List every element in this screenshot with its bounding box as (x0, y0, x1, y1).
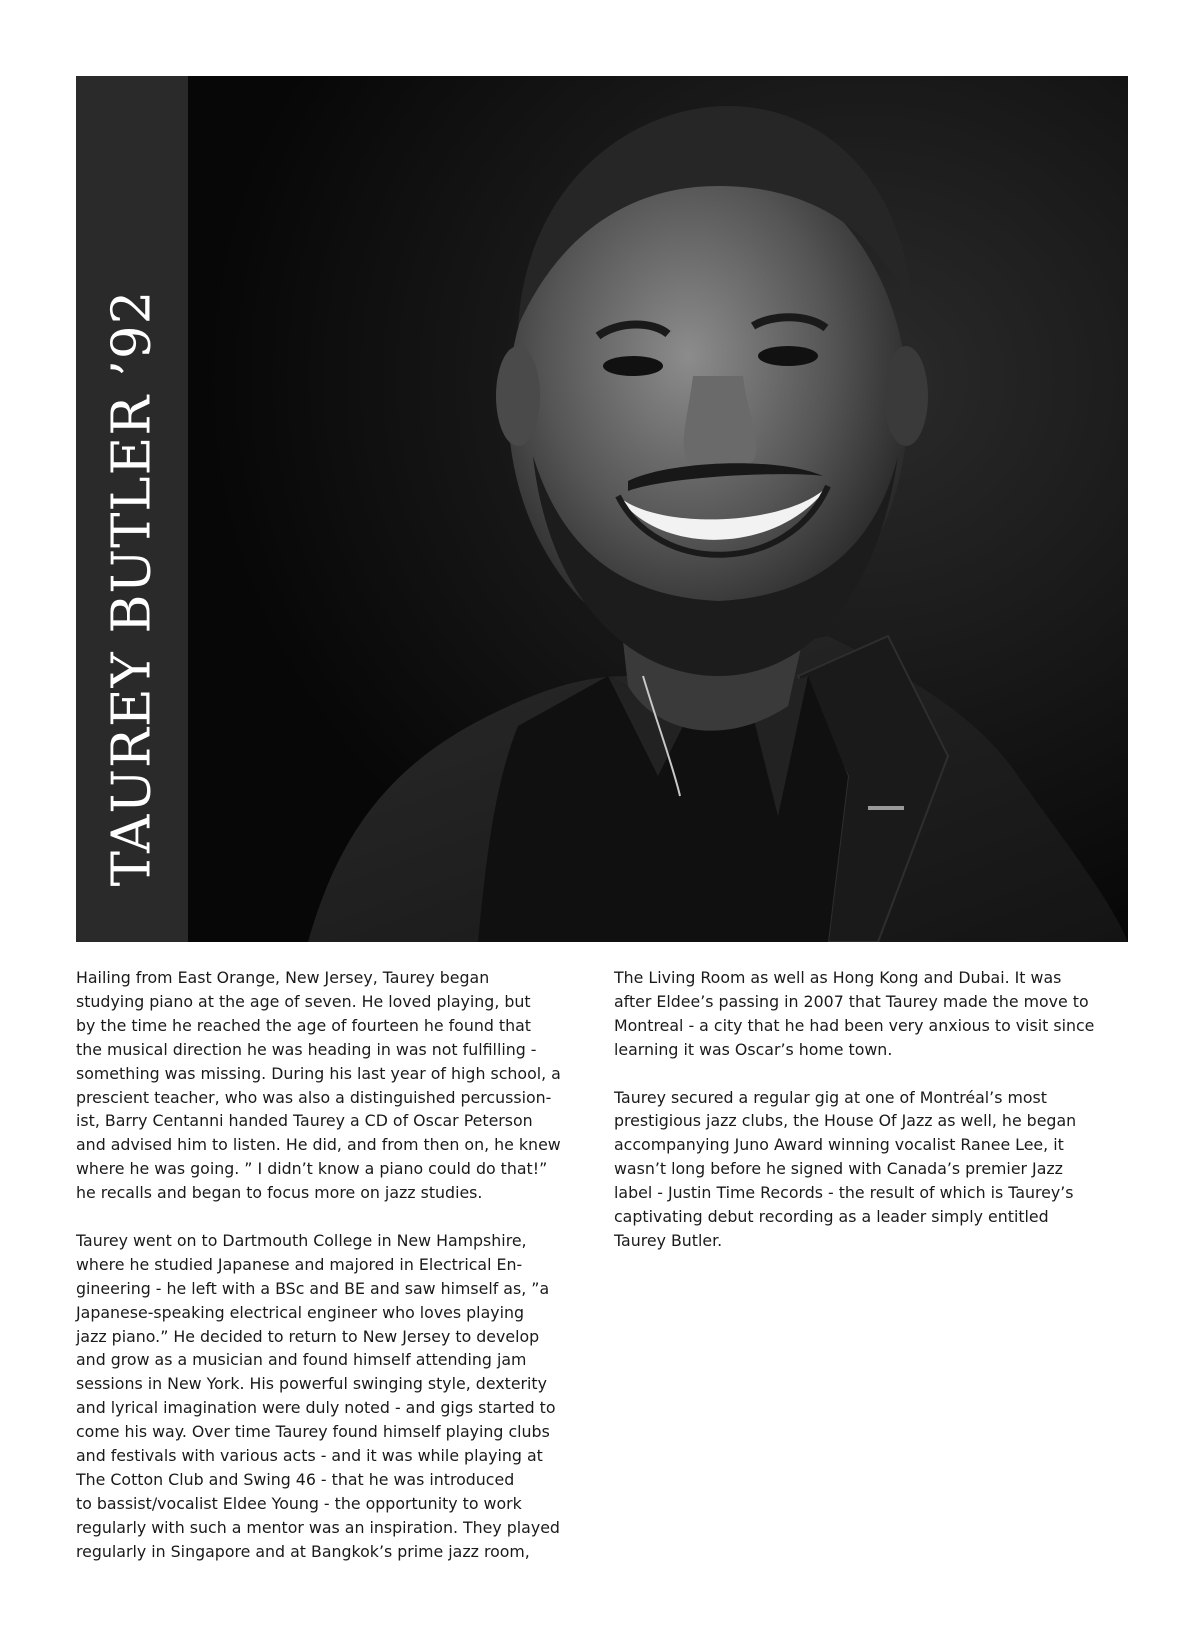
text-line: The Cotton Club and Swing 46 - that he was introduced (76, 1470, 515, 1490)
text-line: and festivals with various acts - and it was while playing at (76, 1446, 543, 1466)
text-line: gineering - he left with a BSc and BE and saw himself as, ”a (76, 1278, 550, 1298)
text-line: Hailing from East Orange, New Jersey, Taurey began (76, 968, 490, 987)
text-line: The Living Room as well as Hong Kong and Dubai. It was (614, 968, 1062, 987)
text-line: come his way. Over time Taurey found himself playing clubs (76, 1422, 550, 1442)
text-line: the musical direction he was heading in was not fulfilling - (76, 1039, 537, 1059)
text-line: prestigious jazz clubs, the House Of Jazz as well, he began (614, 1111, 1077, 1131)
text-line: something was missing. During his last year of high school, a (76, 1063, 561, 1083)
text-line: Montreal - a city that he had been very anxious to visit since (614, 1015, 1095, 1035)
text-line: after Eldee’s passing in 2007 that Taurey made the move to (614, 991, 1089, 1011)
text-line: jazz piano.” He decided to return to New Jersey to develop (76, 1326, 540, 1346)
paragraph (76, 1229, 596, 1564)
text-line: label - Justin Time Records - the result of which is Taurey’s (614, 1183, 1074, 1203)
text-line: ist, Barry Centanni handed Taurey a CD of Oscar Peterson (76, 1111, 533, 1131)
text-line: Taurey went on to Dartmouth College in New Hampshire, (76, 1230, 527, 1250)
text-line: Taurey Butler. (614, 1230, 723, 1250)
text-line: Taurey secured a regular gig at one of Montréal’s most (614, 1087, 1047, 1107)
text-line: by the time he reached the age of fourteen he found that (76, 1015, 531, 1035)
text-line: sessions in New York. His powerful swinging style, dexterity (76, 1374, 547, 1394)
text-line: wasn’t long before he signed with Canada’s premier Jazz (614, 1159, 1063, 1179)
left-column (76, 966, 596, 1588)
text-line: studying piano at the age of seven. He loved playing, but (76, 991, 531, 1011)
text-line: and lyrical imagination were duly noted - and gigs started to (76, 1398, 556, 1418)
text-line: and grow as a musician and found himself attending jam (76, 1350, 527, 1370)
text-line: Japanese-speaking electrical engineer who loves playing (76, 1302, 525, 1322)
text-line: to bassist/vocalist Eldee Young - the opportunity to work (76, 1493, 522, 1513)
portrait-photo (188, 76, 1128, 942)
text-line: regularly in Singapore and at Bangkok’s prime jazz room, (76, 1541, 530, 1561)
text-line: prescient teacher, who was also a distinguished percussion- (76, 1087, 552, 1107)
paragraph (614, 1086, 1134, 1253)
text-line: where he studied Japanese and majored in Electrical En- (76, 1254, 523, 1274)
text-line: captivating debut recording as a leader simply entitled (614, 1207, 1049, 1227)
right-column (614, 966, 1134, 1277)
paragraph (614, 966, 1134, 1062)
text-line: and advised him to listen. He did, and from then on, he knew (76, 1135, 561, 1155)
text-line: regularly with such a mentor was an inspiration. They played (76, 1517, 560, 1537)
hero-section (76, 76, 1128, 942)
page-title: TAUREY BUTLER ’92 (101, 289, 163, 887)
text-line: where he was going. ” I didn’t know a piano could do that!” (76, 1159, 548, 1179)
title-bar (76, 76, 188, 942)
text-line: accompanying Juno Award winning vocalist Ranee Lee, it (614, 1135, 1064, 1155)
text-line: learning it was Oscar’s home town. (614, 1039, 893, 1059)
paragraph (76, 966, 596, 1205)
text-line: he recalls and began to focus more on jazz studies. (76, 1183, 483, 1203)
